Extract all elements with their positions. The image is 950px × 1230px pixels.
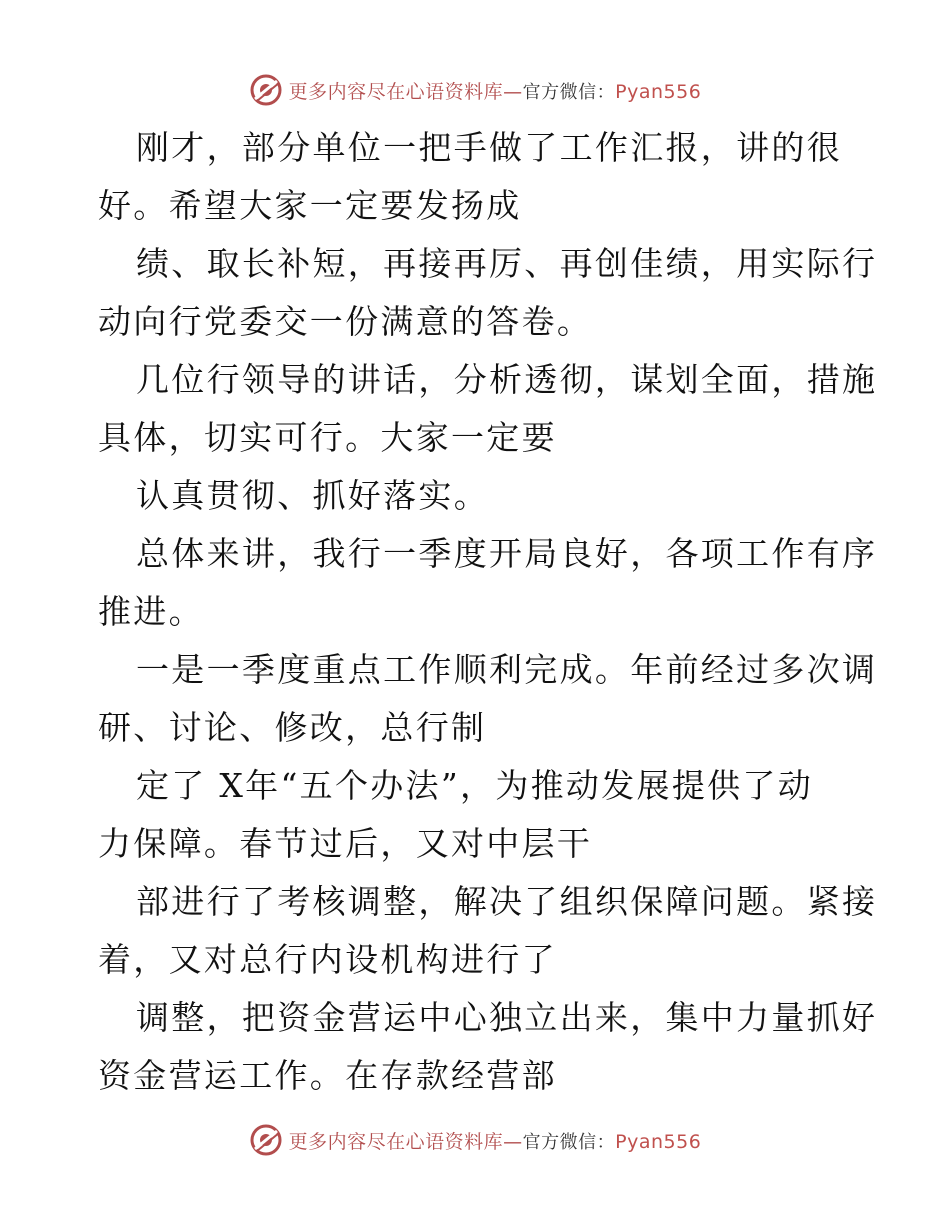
text-line: 力保障。春节过后，又对中层干 xyxy=(98,824,593,863)
logo-icon xyxy=(249,73,283,107)
watermark-sub: 官方微信： xyxy=(522,1131,616,1153)
text-line: 推进。 xyxy=(98,592,204,631)
watermark-id: Pyan556 xyxy=(615,80,702,103)
text-line: 动向行党委交一份满意的答卷。 xyxy=(98,302,593,341)
watermark-sub: 官方微信： xyxy=(522,81,616,103)
text-line: 认真贯彻、抓好落实。 xyxy=(136,476,489,515)
text-line: 资金营运工作。在存款经营部 xyxy=(98,1056,557,1095)
text-line: 部进行了考核调整，解决了组织保障问题。紧接 xyxy=(136,882,878,921)
watermark-main: 更多内容尽在心语资料库 xyxy=(288,1130,504,1153)
watermark-id: Pyan556 xyxy=(615,1130,702,1153)
text-line: 具体，切实可行。大家一定要 xyxy=(98,418,557,457)
text-line: 研、讨论、修改，总行制 xyxy=(98,708,487,747)
watermark-text xyxy=(289,77,702,104)
text-line: 着，又对总行内设机构进行了 xyxy=(98,940,557,979)
text-line: 定了 X年“五个办法”，为推动发展提供了动 xyxy=(136,766,814,805)
text-line: 刚才，部分单位一把手做了工作汇报，讲的很 xyxy=(136,128,842,167)
watermark-main: 更多内容尽在心语资料库 xyxy=(288,80,504,103)
logo-icon xyxy=(249,1123,283,1157)
header-watermark xyxy=(0,70,950,110)
text-line: 一是一季度重点工作顺利完成。年前经过多次调 xyxy=(136,650,878,689)
text-line: 绩、取长补短，再接再厉、再创佳绩，用实际行 xyxy=(136,244,878,283)
text-line: 好。希望大家一定要发扬成 xyxy=(98,186,522,225)
text-line: 几位行领导的讲话，分析透彻，谋划全面，措施 xyxy=(136,360,878,399)
watermark-text xyxy=(289,1127,702,1154)
text-line: 调整，把资金营运中心独立出来，集中力量抓好 xyxy=(136,998,878,1037)
footer-watermark xyxy=(0,1120,950,1160)
text-line: 总体来讲，我行一季度开局良好，各项工作有序 xyxy=(136,534,878,573)
watermark-dash: — xyxy=(503,1130,523,1153)
watermark-dash: — xyxy=(503,80,523,103)
